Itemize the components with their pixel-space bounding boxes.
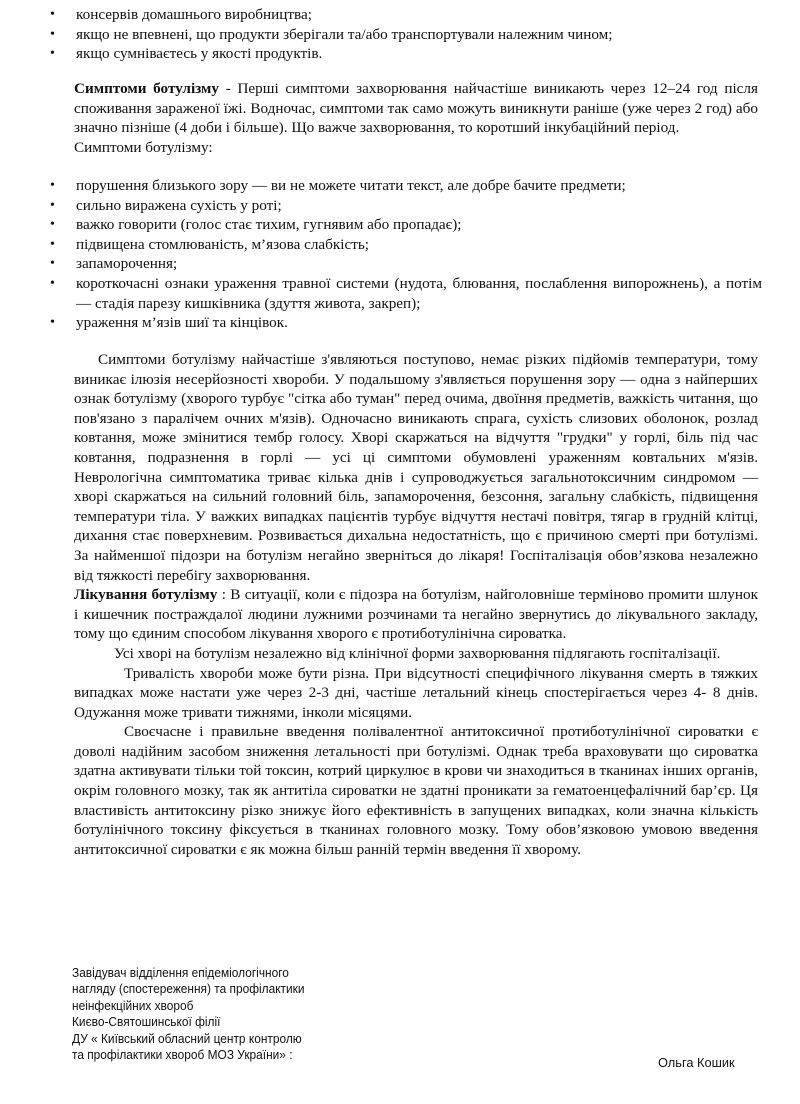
- list-item: • ураження м’язів шиї та кінцівок.: [0, 313, 800, 333]
- list-item: • якщо сумніваєтесь у якості продуктів.: [0, 44, 800, 64]
- author-block: [72, 965, 351, 1063]
- list-item: • запаморочення;: [0, 254, 800, 274]
- symptoms-list-title: Симптоми ботулізму:: [74, 138, 213, 156]
- list-item: • важко говорити (голос стає тихим, гугнявим або пропадає);: [0, 215, 800, 235]
- author-line: Києво-Святошинської філії: [72, 1014, 221, 1030]
- treatment-text: : В ситуації, коли є підозра на ботулізм, найголовніше терміново промити шлунок і кишечник постраждалої людини лужними розчинами та негайно звернутись до лікувального закладу, тому що єдиним способом лікування хворого є протиботулінічна сироватка.: [74, 586, 758, 643]
- paragraph-main: [74, 350, 758, 859]
- symptoms-heading: Симптоми ботулізму: [74, 80, 219, 97]
- symptoms-intro: [74, 79, 758, 157]
- author-line: нагляду (спостереження) та профілактики: [72, 981, 305, 997]
- signature-name: Ольга Кошик: [658, 1055, 735, 1070]
- list-item: • короткочасні ознаки ураження травної системи (нудота, блювання, послаблення випорожнень), а потім — стадія парезу кишківника (здуття живота, закреп);: [0, 274, 800, 313]
- list-item: • сильно виражена сухість у роті;: [0, 196, 800, 216]
- treatment-heading: Лікування ботулізму: [74, 586, 218, 604]
- bullet-list-symptoms: [0, 176, 800, 333]
- author-line: та профілактики хвороб МОЗ України» :: [72, 1047, 293, 1063]
- treatment-paragraph: [74, 585, 758, 644]
- paragraph-serum: Своєчасне і правильне введення полівалентної антитоксичної протиботулінічної сироватки є доволі надійним засобом зниження летальності при ботулізмі. Однак треба враховувати що сироватка здатна активувати тільки той токсин, котрий циркулює в крови чи знаходиться в тканинах інших органів, окрім головного мозку, так як антитіла сироватки не здатні проникати за гематоенцефалічний бар’єр. Ця властивість антитоксину різко знижує його ефективність в запущених випадках, коли значна кількість ботулінічного токсину фіксується в тканинах головного мозку. Тому обов’язковою умовою введення антитоксичної сироватки є як можна більш ранній термін введення її хворому.: [74, 723, 758, 858]
- list-item: • якщо не впевнені, що продукти зберігали та/або транспортували належним чином;: [0, 25, 800, 45]
- list-item: • підвищена стомлюваність, м’язова слабкість;: [0, 235, 800, 255]
- author-line: Завідувач відділення епідеміологічного: [72, 965, 289, 980]
- list-item: • порушення близького зору — ви не можете читати текст, але добре бачите предмети;: [0, 176, 800, 196]
- paragraph-hospital: Усі хворі на ботулізм незалежно від клінічної форми захворювання підлягають госпіталізації.: [114, 644, 721, 662]
- author-line: ДУ « Київський обласний центр контролю: [72, 1030, 302, 1046]
- list-item: • консервів домашнього виробництва;: [0, 5, 800, 25]
- paragraph-main-text: Симптоми ботулізму найчастіше з'являються поступово, немає різких підйомів температури, тому виникає ілюзія несерйозності хвороби. У подальшому з'являється порушення зору — одна з найперших ознак ботулізму (хворого турбує "сітка або туман" перед очима, двоїння предметів, важкість читання, що пов'язано з паралічем очних м'язів). Одночасно виникають спрага, сухість слизових оболонок, розлад ковтання, може змінитися тембр голосу. Хворі скаржаться на відчуття "грудки" у горлі, біль під час ковтання, подразнення в горлі — усі ці симптоми обумовлені ураженням ковтальних м'язів. Неврологічна симптоматика триває кілька днів і супроводжується загальнотоксичним синдромом — хворі скаржаться на сильний головний біль, запаморочення, безсоння, загальну слабкість, підвищення температури тіла. У важких випадках пацієнтів турбує відчуття нестачі повітря, тягар в грудній клітці, дихання стає поверхневим. Розвивається дихальна недостатність, що є причиною смерті при ботулізмі. За найменшої підозри на ботулізм негайно зверніться до лікаря! Госпіталізація обов’язкова незалежно від тяжкості перебігу захворювання.: [74, 351, 758, 584]
- symptoms-intro-text: - Перші симптоми захворювання найчастіше виникають через 12–24 год після споживання зараженої їжі. Водночас, симптоми так само можуть виникнути раніше (уже через 2 год) або значно пізніше (4 доби і більше). Що важче захворювання, то коротший інкубаційний період.: [74, 80, 758, 137]
- author-line: неінфекційних хвороб: [72, 997, 194, 1013]
- paragraph-duration: Тривалість хвороби може бути різна. При відсутності специфічного лікування смерть в тяжких випадках може настати уже через 2-3 дні, частіше летальний кінець спостерігається через 4- 8 днів. Одужання може тривати тижнями, інколи місяцями.: [74, 664, 758, 721]
- bullet-list-top: [0, 5, 800, 64]
